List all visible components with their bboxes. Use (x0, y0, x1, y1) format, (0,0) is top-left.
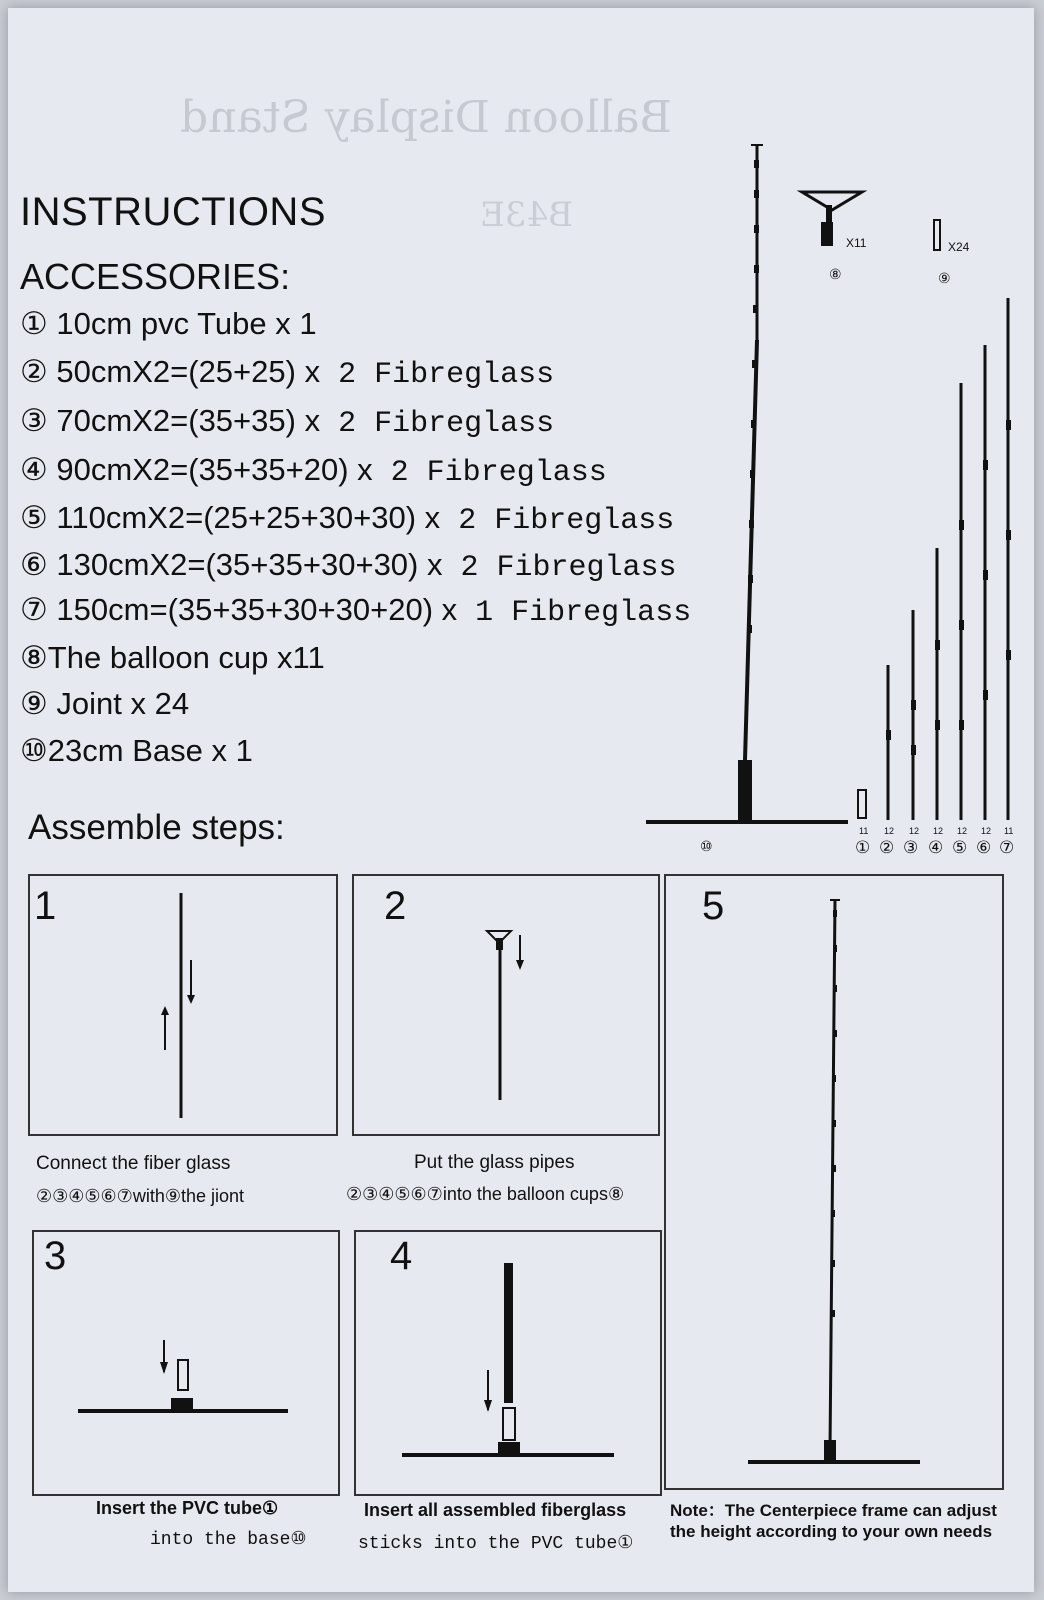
base-number: ⑩ (700, 838, 713, 854)
accessory-item: ⑧The balloon cup x11 (20, 640, 325, 675)
step-4-illustration (402, 1263, 614, 1456)
rod-count: 12 (957, 826, 968, 836)
rod-number: ⑤ (952, 838, 968, 857)
step-2-caption-line2: ②③④⑤⑥⑦into the balloon cups⑧ (346, 1184, 625, 1204)
step-1-caption-line2: ②③④⑤⑥⑦with⑨the jiont (36, 1186, 245, 1206)
bleed-through-code: B43E (480, 195, 574, 235)
rod-number: ④ (928, 838, 944, 857)
step-3-illustration (78, 1340, 288, 1412)
rod-number: ⑥ (976, 838, 992, 857)
rod-count: 12 (981, 826, 992, 836)
accessory-item: ⑩23cm Base x 1 (20, 733, 253, 768)
accessory-item: ② 50cmX2=(25+25) x 2 Fibreglass (20, 354, 555, 392)
step-3-caption-line2: into the base⑩ (150, 1530, 307, 1550)
step-2-number: 2 (384, 884, 407, 928)
step-5-note-line2: the height according to your own needs (670, 1522, 993, 1541)
rod-count: 11 (859, 826, 869, 836)
assemble-heading: Assemble steps: (28, 808, 285, 847)
accessory-item: ③ 70cmX2=(35+35) x 2 Fibreglass (20, 403, 555, 441)
rod-count: 11 (1004, 826, 1014, 836)
accessory-item: ① 10cm pvc Tube x 1 (20, 306, 317, 341)
cup-count: X11 (846, 236, 867, 250)
cup-number: ⑧ (829, 266, 842, 282)
accessory-item: ⑥ 130cmX2=(35+35+30+30) x 2 Fibreglass (20, 547, 677, 585)
accessory-item: ⑦ 150cm=(35+35+30+30+20) x 1 Fibreglass (20, 592, 692, 630)
step-1-number: 1 (34, 884, 57, 928)
rod-count: 12 (884, 826, 895, 836)
accessory-item: ④ 90cmX2=(35+35+20) x 2 Fibreglass (20, 452, 607, 490)
joint-count: X24 (948, 240, 970, 254)
joint-number: ⑨ (938, 270, 951, 286)
step-4-caption-line1: Insert all assembled fiberglass (364, 1500, 627, 1520)
step-2-caption-line1: Put the glass pipes (414, 1152, 575, 1173)
step-2-illustration (487, 931, 524, 1100)
page-title: INSTRUCTIONS (20, 190, 326, 234)
accessories-heading: ACCESSORIES: (20, 256, 291, 297)
rod-count: 12 (909, 826, 920, 836)
rod-number: ⑦ (999, 838, 1015, 857)
step-4-caption-line2: sticks into the PVC tube① (358, 1534, 634, 1554)
step-5-illustration (748, 900, 920, 1462)
bleed-through-title: Balloon Display Stand (180, 92, 672, 143)
step-5-note-line1: Note：The Centerpiece frame can adjust (670, 1501, 997, 1520)
step-1-illustration (161, 893, 195, 1118)
step-1-caption-line1: Connect the fiber glass (36, 1153, 231, 1174)
accessory-item: ⑤ 110cmX2=(25+25+30+30) x 2 Fibreglass (20, 500, 675, 538)
rod-number: ② (879, 838, 895, 857)
step-5-number: 5 (702, 884, 725, 928)
rod-number: ① (855, 838, 871, 857)
rod-count: 12 (933, 826, 944, 836)
step-3-caption-line1: Insert the PVC tube① (96, 1498, 279, 1518)
step-4-number: 4 (390, 1234, 413, 1278)
rod-number: ③ (903, 838, 919, 857)
accessory-item: ⑨ Joint x 24 (20, 686, 190, 721)
step-3-number: 3 (44, 1234, 67, 1278)
